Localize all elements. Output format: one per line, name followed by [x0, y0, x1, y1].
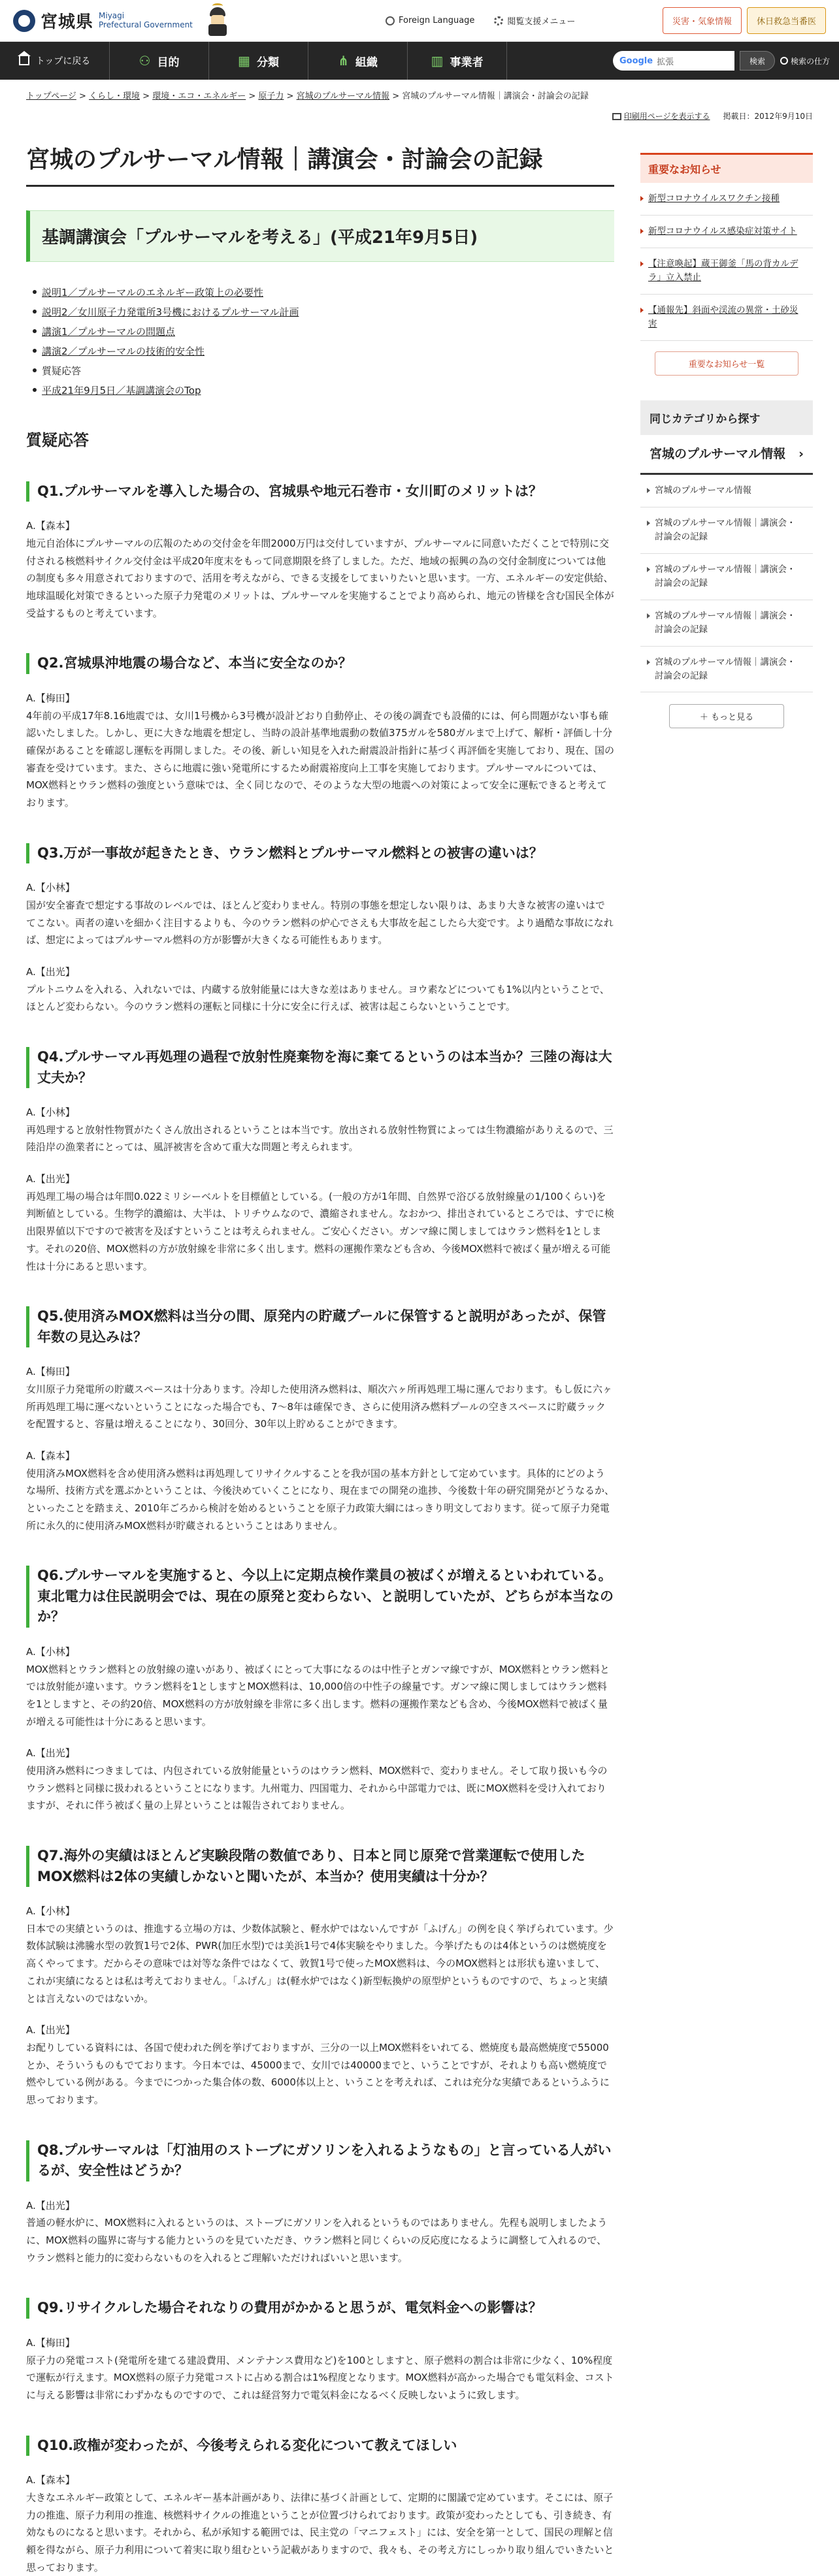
- header-buttons: [663, 7, 826, 34]
- logo-sub-1: Miyagi: [99, 11, 125, 21]
- accessibility-label: 閲覧支援メニュー: [507, 17, 576, 27]
- page-tools: [0, 105, 839, 127]
- print-icon: [612, 113, 621, 120]
- answer-speaker: A.【出光】: [26, 1747, 75, 1760]
- toc-item[interactable]: [33, 285, 614, 299]
- category-item-label: 宮城のプルサーマル情報｜講演会・討論会の記録: [655, 610, 796, 635]
- toc-item[interactable]: [33, 344, 614, 358]
- qa-heading: 質疑応答: [26, 430, 89, 449]
- question-title: Q9.リサイクルした場合それなりの費用がかかると思うが、電気料金への影響は？: [26, 2298, 614, 2319]
- answer-text: 使用済みMOX燃料を含め使用済み燃料は再処理してリサイクルすることを我が国の基本方針として定めています。具体的にどのような場所、技術方式を選ぶかということは、今後決めていくことになり、現在までの開発の進捗、今後数十年の研究開発がどうなるか、といったことを踏まえ、2010年ごろから検討を始めるということを原子力政策大綱にはっきり明文しております。従って原子力発電所に永久的に使用済みMOX燃料が貯蔵されるということはありません。: [26, 1467, 615, 1532]
- nav-purpose-label: 目的: [157, 56, 180, 69]
- answer-speaker: A.【出光】: [26, 2024, 75, 2037]
- important-item-label: 新型コロナウイルスワクチン接種: [648, 193, 780, 204]
- question-title: Q5.使用済みMOX燃料は当分の間、原発内の貯蔵プールに保管すると説明があったが、保管年数の見込みは？: [26, 1306, 614, 1347]
- breadcrumb-item[interactable]: トップページ: [26, 91, 76, 101]
- answer-speaker: A.【森本】: [26, 2474, 75, 2487]
- answer-speaker: A.【梅田】: [26, 692, 75, 704]
- answer: [26, 2471, 614, 2576]
- breadcrumb-item[interactable]: 環境・エコ・エネルギー: [152, 91, 246, 101]
- logo-subtitle: [99, 12, 193, 29]
- breadcrumb-item[interactable]: 宮城のプルサーマル情報: [296, 91, 390, 101]
- toc-item-label: 講演1／プルサーマルの問題点: [42, 325, 175, 338]
- updated-date: 掲載日：2012年9月10日: [723, 112, 813, 121]
- nav-organization-label: 組織: [355, 56, 378, 69]
- nav-category-label: 分類: [256, 56, 279, 69]
- answer-text: 女川原子力発電所の貯蔵スペースは十分あります。冷却した使用済み燃料は、順次六ヶ所再処理工場に運んでおります。もし仮に六ヶ所再処理工場に運べないということになった場合でも、7～8年は確保でき、さらに使用済み燃料プールの空きスペースに貯蔵ラックを配置すると、容量は増えることになり、30回分、30年以上貯めることができます。: [26, 1383, 612, 1430]
- category-item-label: 宮城のプルサーマル情報: [655, 485, 751, 496]
- answer-speaker: A.【森本】: [26, 520, 75, 532]
- toc-item-label: 説明1／プルサーマルのエネルギー政策上の必要性: [42, 286, 263, 298]
- important-item[interactable]: [640, 183, 813, 216]
- breadcrumb-current: 宮城のプルサーマル情報｜講演会・討論会の記録: [402, 91, 589, 101]
- grid-icon: ▦: [238, 53, 250, 69]
- answer-speaker: A.【小林】: [26, 1106, 75, 1119]
- answer: [26, 963, 614, 1016]
- category-item[interactable]: [640, 507, 813, 554]
- chevron-right-icon: ›: [798, 446, 804, 461]
- qa-item: [26, 1306, 614, 1534]
- question-title: Q1.プルサーマルを導入した場合の、宮城県や地元石巻市・女川町のメリットは？: [26, 481, 614, 502]
- same-category: [640, 400, 813, 729]
- search-placeholder: 拡張: [657, 57, 674, 67]
- toc-item[interactable]: [33, 325, 614, 338]
- category-item[interactable]: [640, 647, 813, 693]
- answer-speaker: A.【森本】: [26, 1449, 75, 1462]
- google-logo: Google: [619, 56, 653, 66]
- category-list: [640, 475, 813, 692]
- category-item-label: 宮城のプルサーマル情報｜講演会・討論会の記録: [655, 564, 796, 588]
- nav-business-label: 事業者: [450, 56, 484, 69]
- content-wrapper: [0, 127, 839, 2576]
- search-help-label: 検索の仕方: [790, 56, 830, 66]
- disaster-info-button[interactable]: 災害・気象情報: [663, 7, 742, 34]
- qa-item: [26, 653, 614, 811]
- answer: [26, 2021, 614, 2108]
- important-item-label: 新型コロナウイルス感染症対策サイト: [648, 225, 797, 236]
- important-heading: 重要なお知らせ: [640, 153, 813, 183]
- sidebar: [640, 127, 813, 2576]
- answer-text: プルトニウムを入れる、入れないでは、内蔵する放射能量には大きな差はありません。ヨウ素などについても1%以内ということで、ほとんど変わらない。今のウラン燃料の運転と同様に十分に安全に行えば、被害は起こらないということです。: [26, 983, 610, 1013]
- search-help-link[interactable]: [780, 56, 830, 67]
- print-label: 印刷用ページを表示する: [623, 112, 710, 121]
- site-logo[interactable]: [13, 6, 301, 36]
- qa-item: [26, 2140, 614, 2267]
- main-content: [26, 127, 614, 2576]
- answer: [26, 879, 614, 949]
- question-title: Q10.政権が変わったが、今後考えられる変化について教えてほしい: [26, 2436, 614, 2456]
- breadcrumb-item[interactable]: くらし・環境: [89, 91, 140, 101]
- answer-text: 4年前の平成17年8.16地震では、女川1号機から3号機が設計どおり自動停止、その後の調査でも設備的には、何ら問題がない事も確認いたしました。しかし、更に大きな地震を想定し、当時の設計基準地震動の数値375ガルを580ガルまで上げて、解析・評価し十分確保があることを確認し運転を再開しました。その後、新しい知見を入れた耐震設計指針に基づく再評価を実施しており、現在、国の審査を受けています。また、さらに地震に強い発電所にするため耐震裕度向上工事を実施しております。プルサーマルについては、MOX燃料とウラン燃料の強度という意味では、全く同じなので、そのような大型の地震への対策によって安全に運転できると考えております。: [26, 709, 615, 809]
- mascot-icon: [205, 6, 231, 36]
- toc-item-label: 平成21年9月5日／基調講演会のTop: [42, 384, 201, 396]
- answer: [26, 1363, 614, 1433]
- lecture-heading: 基調講演会「プルサーマルを考える」(平成21年9月5日): [26, 210, 614, 262]
- header-links: [386, 14, 575, 27]
- important-item[interactable]: [640, 216, 813, 248]
- nav-purpose[interactable]: [110, 42, 209, 80]
- answer: [26, 1104, 614, 1156]
- answer-text: 使用済み燃料につきましては、内包されている放射能量というのはウラン燃料、MOX燃料で、変わりません。そして取り扱いも今のウラン燃料と同様に扱われるということになります。九州電力、四国電力、それから中部電力では、既にMOX燃料を受け入れておりますが、それに伴う被ばく量の上昇ということは報告されておりません。: [26, 1765, 608, 1812]
- question-title: Q6.プルサーマルを実施すると、今以上に定期点検作業員の被ばくが増えるといわれている。東北電力は住民説明会では、現在の原発と変わらない、と説明していたが、どちらが本当なのか？: [26, 1566, 614, 1628]
- qa-item: [26, 1047, 614, 1275]
- people-icon: ⚇: [139, 53, 151, 69]
- site-search: [613, 42, 839, 80]
- answer: [26, 2197, 614, 2267]
- category-item[interactable]: [640, 600, 813, 647]
- answer-text: 国が安全審査で想定する事故のレベルでは、ほとんど変わりません。特別の事態を想定しない限りは、あまり大きな被害の違いはでてこない。両者の違いを細かく注目するよりも、今のウラン燃料の炉心でさえも大事故を起こしたら大変です。より過酷な事故になれば、想定によってはプルサーマル燃料の方が影響が大きくなる可能性もあります。: [26, 899, 614, 946]
- answer-speaker: A.【梅田】: [26, 1366, 75, 1378]
- logo-name: 宮城県: [41, 12, 94, 32]
- category-more-button[interactable]: ＋ もっと見る: [669, 704, 784, 728]
- foreign-language-link[interactable]: [386, 14, 474, 27]
- logo-sub-2: Prefectural Government: [99, 20, 193, 29]
- answer-speaker: A.【小林】: [26, 882, 75, 894]
- toc-item-label: 講演2／プルサーマルの技術的安全性: [42, 345, 205, 357]
- nav-category[interactable]: [209, 42, 308, 80]
- question-title: Q7.海外の実績はほとんど実験段階の数値であり、日本と同じ原発で営業運転で使用したMOX燃料は2体の実績しかないと聞いたが、本当か？使用実績は十分か？: [26, 1846, 614, 1887]
- question-title: Q3.万が一事故が起きたとき、ウラン燃料とプルサーマル燃料との被害の違いは？: [26, 843, 614, 864]
- qa-item: [26, 481, 614, 622]
- qa-item: [26, 2436, 614, 2576]
- answer: [26, 1745, 614, 1814]
- important-item-label: 【通報先】斜面や渓流の異常・土砂災害: [648, 304, 798, 329]
- category-item[interactable]: [640, 554, 813, 600]
- breadcrumb-item[interactable]: 原子力: [258, 91, 284, 101]
- answer: [26, 1170, 614, 1275]
- answer-speaker: A.【出光】: [26, 2199, 75, 2212]
- important-notices: [640, 153, 813, 376]
- answer-text: 普通の軽水炉に、MOX燃料に入れるというのは、ストーブにガソリンを入れるというものではありません。先程も説明しましたように、MOX燃料の臨界に寄与する能力というのを見ていただき、ウラン燃料と同じくらいの反応度になるように調整して入れるので、ウラン燃料と能力的に変わらないものを入れるとご理解いただければいいと思います。: [26, 2217, 608, 2264]
- nav-business[interactable]: [408, 42, 507, 80]
- print-link[interactable]: [612, 110, 710, 121]
- answer-text: MOX燃料とウラン燃料との放射線の違いがあり、被ばくにとって大事になるのは中性子とガンマ線ですが、MOX燃料とウラン燃料とでは放射能が違います。ウラン燃料を1としますとMOX燃料は、10,000倍の中性子の線量です。ガンマ線に関しましてはウラン燃料を1としますと、その約20倍、MOX燃料の方が放射線を非常に多く出します。燃料の運搬作業なども含め、今後MOX燃料で被ばく量が増える可能性は十分にあると思います。: [26, 1663, 610, 1728]
- toc-item: [33, 364, 614, 378]
- accessibility-menu-link[interactable]: [494, 14, 575, 27]
- answer-text: 再処理すると放射性物質がたくさん放出されるということは本当です。放出される放射性物質によっては生物濃縮がありえるので、三陸沿岸の漁業者にとっては、風評被害を含めて重大な問題と考えられます。: [26, 1123, 614, 1153]
- answer-speaker: A.【出光】: [26, 965, 75, 978]
- nav-organization[interactable]: [308, 42, 408, 80]
- answer-text: 再処理工場の場合は年間0.022ミリシーベルトを目標値としている。(一般の方が1年間、自然界で浴びる放射線量の1/100くらい)を判断値としている。生物学的濃縮は、大半は、トリチウムなので、濃縮されません。なおかつ、排出されているところでは、すでに検出限界値以下ですので被害を及ぼすということは考えられません。ご安心ください。ガンマ線に関しましてはウラン燃料を1とします。それの20倍、MOX燃料の方が放射線を非常に多く出します。燃料の運搬作業なども含め、今後MOX燃料で被ばく量が増える可能性は十分にあると思います。: [26, 1190, 614, 1272]
- important-item-label: 【注意喚起】蔵王御釜「馬の背カルデラ」立入禁止: [648, 258, 798, 283]
- settings-icon: [494, 16, 503, 25]
- answer-text: 大きなエネルギー政策として、エネルギー基本計画があり、法律に基づく計画として、定期的に閣議で定めています。そこには、原子力の推進、原子力利用の推進、核燃料サイクルの推進ということが位置づけられております。政策が変わったとしても、引き続き、有効なものになると思います。それから、私が承知する範囲では、民主党の「マニフェスト」には、安全を第一として、国民の理解と信頼を得ながら、原子力利用について着実に取り組むという記載がありますので、我々も、その考え方にしっかり取り組んでいきたいと思っております。: [26, 2491, 614, 2573]
- category-item[interactable]: [640, 475, 813, 507]
- answer-text: 地元自治体にプルサーマルの広報のための交付金を年間2000万円は交付していますが、プルサーマルに同意いただくことで特別に交付される核燃料サイクル交付金は平成20年度末をもって同意期限を終了しました。ただ、地域の振興の為の交付金制度については他の制度も多々用意されておりますので、活用を考えながら、できる支援をしてまいりたいと思います。一方、エネルギーの安定供給、地球温暖化対策できるといった原子力発電のメリットは、プルサーマルを実施することでより高められ、地元の皆様を含む国民全体が受益するものと考えています。: [26, 537, 614, 619]
- globe-icon: [386, 16, 395, 25]
- qa-item: [26, 1846, 614, 2109]
- important-item[interactable]: [640, 248, 813, 295]
- question-title: Q8.プルサーマルは「灯油用のストーブにガソリンを入れるようなもの」と言っている人がいるが、安全性はどうか？: [26, 2140, 614, 2182]
- answer-text: 原子力の発電コスト(発電所を建てる建設費用、メンテナンス費用など)を100としますと、原子燃料の割合は非常に少なく、10%程度で運転が行えます。MOX燃料の原子力発電コストに占める割合は1%程度となります。MOX燃料が高かった場合でも電気料金、コストに与える影響は非常にわずかなものですので、これは経営努力で電気料金になるべく反映しないように致します。: [26, 2354, 614, 2401]
- toc-item[interactable]: [33, 383, 614, 397]
- toc-item[interactable]: [33, 305, 614, 319]
- help-icon: [780, 57, 788, 65]
- question-title: Q2.宮城県沖地震の場合など、本当に安全なのか？: [26, 653, 614, 674]
- answer: [26, 2334, 614, 2404]
- qa-item: [26, 2298, 614, 2404]
- org-chart-icon: ⋔: [338, 53, 349, 69]
- breadcrumb: トップページ > くらし・環境 > 環境・エコ・エネルギー > 原子力 > 宮城のプルサーマル情報 > 宮城のプルサーマル情報｜講演会・討論会の記録: [26, 91, 589, 101]
- answer: [26, 1447, 614, 1534]
- answer-text: 日本での実績というのは、推進する立場の方は、少数体試験と、軽水炉ではないんですが「ふげん」の例を良く挙げられています。少数体試験は沸騰水型の敦賀1号で2体、PWR(加圧水型)では美浜1号で4体実験をやりました。今挙げたものは4体というのは燃焼度を高くやってます。だからその意味では対等な条件ではなくて、敦賀1号で使ったMOX燃料は、今のMOX燃料とは形状も違いまして、これが実績になるとは私は考えておりません。「ふげん」は(軽水炉ではなく)新型転換炉の原型炉というものですので、ちょっと実績とは言えないのではないか。: [26, 1922, 614, 2004]
- category-item-label: 宮城のプルサーマル情報｜講演会・討論会の記録: [655, 656, 796, 681]
- nav-home[interactable]: [0, 42, 110, 80]
- answer-speaker: A.【小林】: [26, 1645, 75, 1658]
- toc-item-label: 説明2／女川原子力発電所3号機におけるプルサーマル計画: [42, 306, 299, 318]
- important-list: [640, 183, 813, 341]
- page-title: 宮城のプルサーマル情報｜講演会・討論会の記録: [26, 127, 614, 187]
- table-of-contents: [33, 285, 614, 397]
- qa-list: [26, 481, 614, 2576]
- emergency-doctor-button[interactable]: 休日救急当番医: [747, 7, 826, 34]
- answer: [26, 517, 614, 622]
- toc-item-label: 質疑応答: [42, 364, 82, 377]
- qa-item: [26, 1566, 614, 1814]
- site-header: [0, 0, 839, 42]
- foreign-language-label: Foreign Language: [399, 16, 475, 25]
- answer-speaker: A.【梅田】: [26, 2336, 75, 2349]
- global-nav: [0, 42, 839, 80]
- answer: [26, 1643, 614, 1730]
- building-icon: ▥: [431, 53, 444, 69]
- important-more-button[interactable]: 重要なお知らせ一覧: [655, 351, 798, 376]
- important-item[interactable]: [640, 295, 813, 341]
- category-title-link[interactable]: [640, 435, 813, 475]
- category-heading: 同じカテゴリから探す: [640, 400, 813, 435]
- search-input[interactable]: [613, 51, 734, 71]
- qa-item: [26, 843, 614, 1016]
- answer: [26, 1903, 614, 2007]
- search-button[interactable]: 検索: [740, 51, 775, 71]
- answer: [26, 690, 614, 812]
- question-title: Q4.プルサーマル再処理の過程で放射性廃棄物を海に棄てるというのは本当か？三陸の海は大丈夫か？: [26, 1047, 614, 1088]
- category-more-label: もっと見る: [711, 713, 754, 723]
- category-item-label: 宮城のプルサーマル情報｜講演会・討論会の記録: [655, 518, 796, 542]
- prefecture-emblem-icon: [13, 10, 35, 32]
- answer-text: お配りしている資料には、各国で使われた例を挙げておりますが、三分の一以上MOX燃料をいれてる、燃焼度も最高燃焼度で55000とか、そういうものもでております。今日本では、45000まで、女川では40000までと、いうことですが、それよりも高い燃焼度で燃やしている例がある。今までにつかった集合体の数、6000体以上と、いうことを考えれば、これは充分な実績であるというふうに思っております。: [26, 2041, 610, 2106]
- answer-speaker: A.【小林】: [26, 1905, 75, 1918]
- answer-speaker: A.【出光】: [26, 1173, 75, 1185]
- nav-home-label: トップに戻る: [35, 56, 91, 67]
- home-icon: [19, 56, 29, 65]
- category-title: 宮城のプルサーマル情報: [650, 446, 786, 461]
